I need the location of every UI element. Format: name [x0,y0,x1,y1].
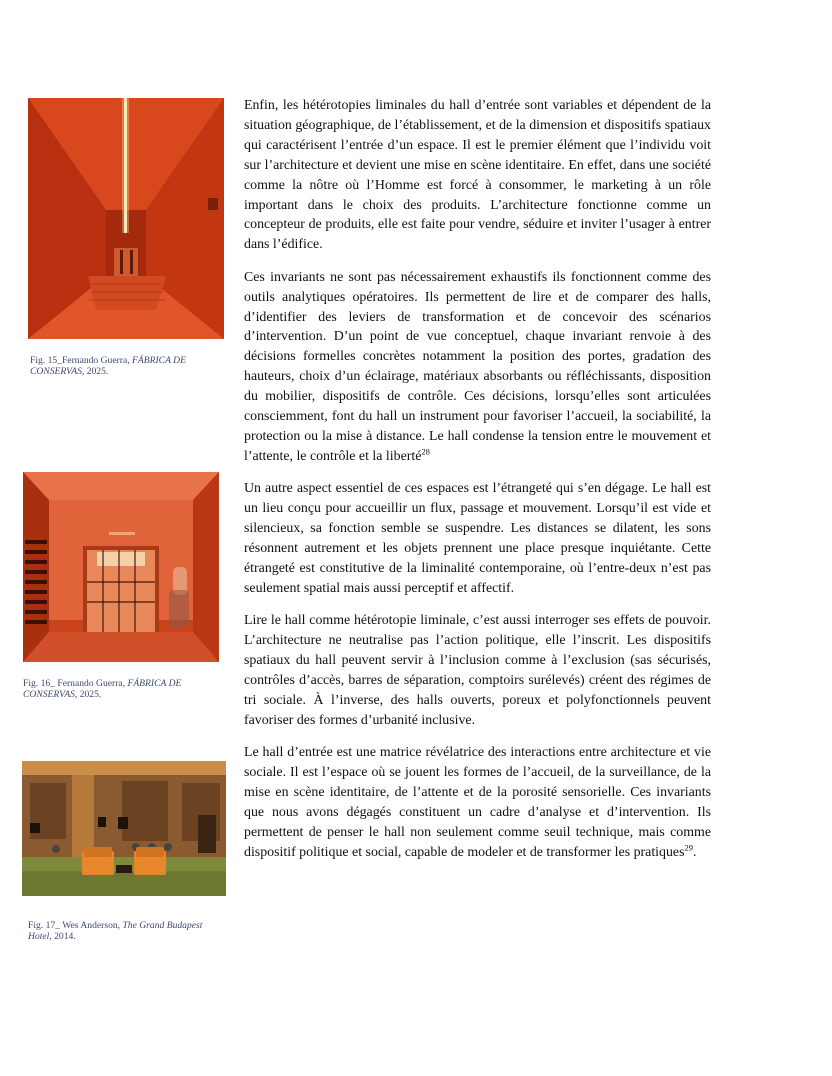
figure-17-image [22,761,226,896]
footnote-ref: 28 [421,446,430,457]
paragraph: Un autre aspect essentiel de ces espaces est l’étrangeté qui s’en dégage. Le hall est un lieu conçu pour accueillir un flux, passage et mouvement. Lorsqu’il est vide et silencieux, sa fonction semble se suspendre. Les distances se dilatent, les sons résonnent autrement et les objets prennent une place presque inquiétante. Cette étrangeté est constitutive de la liminalité contemporaine, où l’entre-deux n’est pas seulement spatial mais aussi perceptif et affectif. [244,481,711,596]
body-text [244,96,711,875]
figure-16-caption: Fig. 16_ Fernando Guerra, FÁBRICA DE CONSERVAS, 2025. [23,678,182,700]
paragraph: Le hall d’entrée est une matrice révélatrice des interactions entre architecture et vie sociale. Il est l’espace où se jouent les formes de l’accueil, de la surveillance, de la mise en scène identitaire, de l’attente et de la porosité sensorielle. Ces invariants que nous avons dégagés constituent un cadre d’analyse et d’intervention. Ils permettent de penser le hall non seulement comme seuil technique, mais comme dispositif politique et social, capable de modeler et de transformer les pratiques$^{29}$. [244,745,711,860]
figure-17-caption: Fig. 17_ Wes Anderson, The Grand Budapest Hotel, 2014. [28,920,203,942]
paragraph: Enfin, les hétérotopies liminales du hall d’entrée sont variables et dépendent de la situation géographique, de l’établissement, et de la dimension et dispositifs spatiaux qui caractérisent l’entrée d’un espace. Il est le premier élément que l’individu voit sur l’architecture et devient une mise en scène identitaire. En effet, dans une société comme la nôtre où l’Homme est forcé à consommer, le marketing à un rôle important dans le choix des produits. L’architecture fonctionne comme un concepteur de produits, elle est faite pour vendre, séduire et inviter l’usager à entrer dans l’édifice. [244,98,711,253]
paragraph: Ces invariants ne sont pas nécessairement exhaustifs ils fonctionnent comme des outils analytiques opératoires. Ils permettent de lire et de comparer des halls, d’identifier des leviers de transformation et de concevoir des scénarios d’intervention. D’un point de vue conceptuel, chaque invariant renvoie à des décisions formelles concrètes notamment la position des portes, gradation des hauteurs, choix d’un éclairage, matériaux absorbants ou réfléchissants, disposition du mobilier, dispositifs de contrôle. Ces décisions, lorsqu’elles sont articulées consciemment, font du hall un instrument pour favoriser l’accueil, la sociabilité, la protection ou la mise à distance. Le hall condense la tension entre le mouvement et l’attente, le contrôle et la liberté$^{28}$ [244,269,711,464]
figure-15-caption: Fig. 15_Fernando Guerra, FÁBRICA DE CONSERVAS, 2025. [30,355,186,377]
footnote-ref: 29 [684,842,693,853]
figure-16-image [23,472,219,662]
figure-15-image [28,98,224,339]
paragraph: Lire le hall comme hétérotopie liminale, c’est aussi interroger ses effets de pouvoir. L’architecture ne neutralise pas l’action politique, elle l’inscrit. Les dispositifs spatiaux du hall peuvent servir à l’inclusion comme à l’exclusion (sas sécurisés, contrôles d’accès, barres de séparation, comptoirs surélevés) créent des régimes de tri sociale. À l’inverse, des halls ouverts, poreux et polyfonctionnels peuvent favoriser des formes d’urbanité inclusive. [244,613,711,728]
